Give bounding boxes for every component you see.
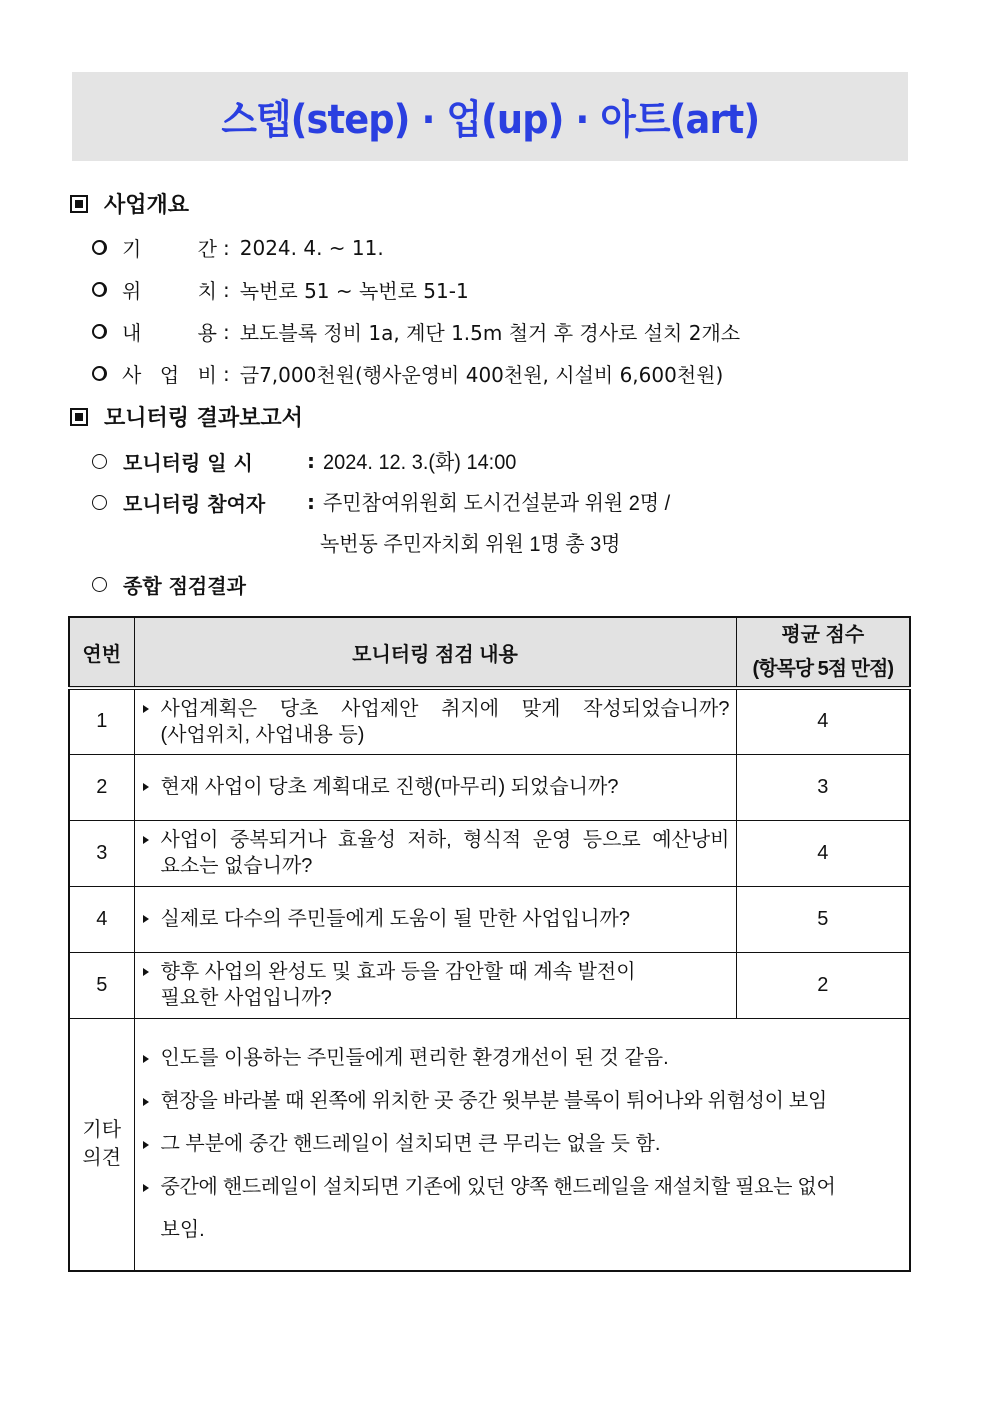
monitoring-participants — [92, 487, 688, 517]
triangle-bullet-icon — [143, 1098, 149, 1106]
separator: : — [223, 235, 230, 260]
monitoring-heading-text: 모니터링 결과보고서 — [104, 406, 303, 431]
separator: : — [307, 449, 315, 473]
budget-label — [122, 359, 217, 388]
remark-continuation: 보임. — [160, 1218, 205, 1241]
content-value: 보도블록 정비 1a, 계단 1.5m 철거 후 경사로 설치 2개소 — [239, 321, 741, 345]
label-char: 용 — [197, 321, 217, 345]
monitoring-datetime — [92, 446, 527, 476]
row-content-line1: 사업이 중복되거나 효율성 저하, 형식적 운영 등으로 예산낭비 — [160, 829, 730, 851]
remarks-label-line2: 의견 — [82, 1147, 122, 1170]
table-header-row — [69, 617, 910, 688]
header-score-line2: (항목당 5점 만점) — [752, 658, 893, 680]
triangle-bullet-icon — [143, 968, 149, 976]
label-char: 비 — [197, 363, 217, 387]
datetime-label: 모니터링 일 시 — [123, 450, 253, 475]
row-content-line1: 사업계획은 당초 사업제안 취지에 맞게 작성되었습니까? — [160, 697, 730, 720]
table-row — [69, 754, 910, 820]
row-score: 5 — [736, 886, 910, 952]
content-label — [122, 317, 217, 346]
datetime-value: 2024. 12. 3.(화) 14:00 — [323, 451, 517, 474]
table-row — [69, 820, 910, 886]
circle-bullet-icon — [92, 454, 107, 469]
separator: : — [223, 361, 230, 386]
triangle-bullet-icon — [143, 836, 149, 844]
location-value: 녹번로 51 ~ 녹번로 51-1 — [239, 279, 469, 303]
table-row — [69, 688, 910, 754]
summary-label: 종합 점검결과 — [123, 574, 246, 598]
budget-value: 금7,000천원(행사운영비 400천원, 시설비 6,600천원) — [239, 363, 724, 387]
row-score: 4 — [736, 820, 910, 886]
row-content-line2: 필요한 사업입니까? — [160, 987, 332, 1009]
remarks-row — [69, 1018, 910, 1271]
table-row — [69, 952, 910, 1018]
remarks-label — [69, 1018, 134, 1271]
row-content — [134, 754, 736, 820]
row-no: 3 — [69, 820, 134, 886]
row-content-line1: 실제로 다수의 주민들에게 도움이 될 만한 사업입니까? — [160, 908, 631, 930]
remark-text: 인도를 이용하는 주민들에게 편리한 환경개선이 된 것 같음. — [160, 1046, 669, 1069]
row-no: 1 — [69, 688, 134, 754]
label-char: 기 — [122, 237, 142, 261]
circle-bullet-icon — [92, 577, 107, 592]
circle-bullet-icon — [92, 495, 107, 510]
row-no: 5 — [69, 952, 134, 1018]
circle-bullet-icon — [92, 240, 107, 255]
row-content — [134, 952, 736, 1018]
remark-item — [143, 1080, 906, 1123]
label-char: 간 — [197, 237, 217, 261]
row-no: 2 — [69, 754, 134, 820]
row-content — [134, 886, 736, 952]
overview-period — [92, 233, 384, 262]
overview-budget — [92, 359, 723, 388]
remark-text: 그 부분에 중간 핸드레일이 설치되면 큰 무리는 없을 듯 함. — [160, 1132, 661, 1155]
overview-heading — [70, 188, 189, 219]
monitoring-heading — [70, 401, 303, 432]
separator: : — [223, 319, 230, 344]
header-score — [736, 617, 910, 688]
triangle-bullet-icon — [143, 705, 149, 713]
filled-square-icon — [70, 408, 88, 426]
row-score: 3 — [736, 754, 910, 820]
monitoring-participants-cont — [320, 528, 636, 558]
row-content-line1: 향후 사업의 완성도 및 효과 등을 감안할 때 계속 발전이 — [160, 961, 636, 983]
remarks-content — [134, 1018, 910, 1271]
remark-text: 현장을 바라볼 때 왼쪽에 위치한 곳 중간 윗부분 블록이 튀어나와 위험성이 보임 — [160, 1089, 827, 1112]
circle-bullet-icon — [92, 282, 107, 297]
row-content — [134, 688, 736, 754]
title-banner — [72, 72, 908, 161]
period-label — [122, 233, 217, 262]
label-char: 사 — [122, 363, 142, 387]
row-content-line2: 요소는 없습니까? — [160, 855, 313, 877]
document-title: 스텝(step) · 업(up) · 아트(art) — [221, 97, 759, 143]
circle-bullet-icon — [92, 366, 107, 381]
participants-value-line2: 녹번동 주민자치회 위원 1명 총 3명 — [320, 533, 621, 556]
separator: : — [223, 277, 230, 302]
filled-square-icon — [70, 195, 88, 213]
table-row — [69, 886, 910, 952]
period-value: 2024. 4. ~ 11. — [239, 235, 384, 260]
row-content-line1: 현재 사업이 당초 계획대로 진행(마무리) 되었습니까? — [160, 776, 619, 798]
header-score-line1: 평균 점수 — [781, 624, 865, 646]
label-char: 위 — [122, 279, 142, 303]
remark-item — [143, 1037, 906, 1080]
label-char: 업 — [159, 363, 180, 387]
row-content — [134, 820, 736, 886]
circle-bullet-icon — [92, 324, 107, 339]
triangle-bullet-icon — [143, 915, 149, 923]
label-char: 치 — [197, 279, 217, 303]
remark-item — [143, 1123, 906, 1166]
triangle-bullet-icon — [143, 1055, 149, 1063]
row-no: 4 — [69, 886, 134, 952]
participants-label: 모니터링 참여자 — [123, 491, 266, 516]
location-label — [122, 275, 217, 304]
monitoring-summary — [92, 570, 246, 599]
label-char: 내 — [122, 321, 142, 345]
remark-text: 중간에 핸드레일이 설치되면 기존에 있던 양쪽 핸드레일을 재설치할 필요는 없어 — [160, 1175, 836, 1198]
triangle-bullet-icon — [143, 1141, 149, 1149]
triangle-bullet-icon — [143, 783, 149, 791]
triangle-bullet-icon — [143, 1184, 149, 1192]
participants-value-line1: 주민참여위원회 도시건설분과 위원 2명 / — [323, 492, 671, 515]
overview-content — [92, 317, 740, 346]
remarks-label-line1: 기타 — [82, 1119, 122, 1142]
results-table — [68, 616, 911, 1272]
row-score: 2 — [736, 952, 910, 1018]
row-score: 4 — [736, 688, 910, 754]
overview-location — [92, 275, 469, 304]
overview-heading-text: 사업개요 — [104, 193, 190, 218]
remark-item — [143, 1166, 906, 1209]
row-content-line2: (사업위치, 사업내용 등) — [160, 723, 365, 746]
header-content: 모니터링 점검 내용 — [134, 617, 736, 688]
header-no: 연번 — [69, 617, 134, 688]
separator: : — [307, 490, 315, 514]
